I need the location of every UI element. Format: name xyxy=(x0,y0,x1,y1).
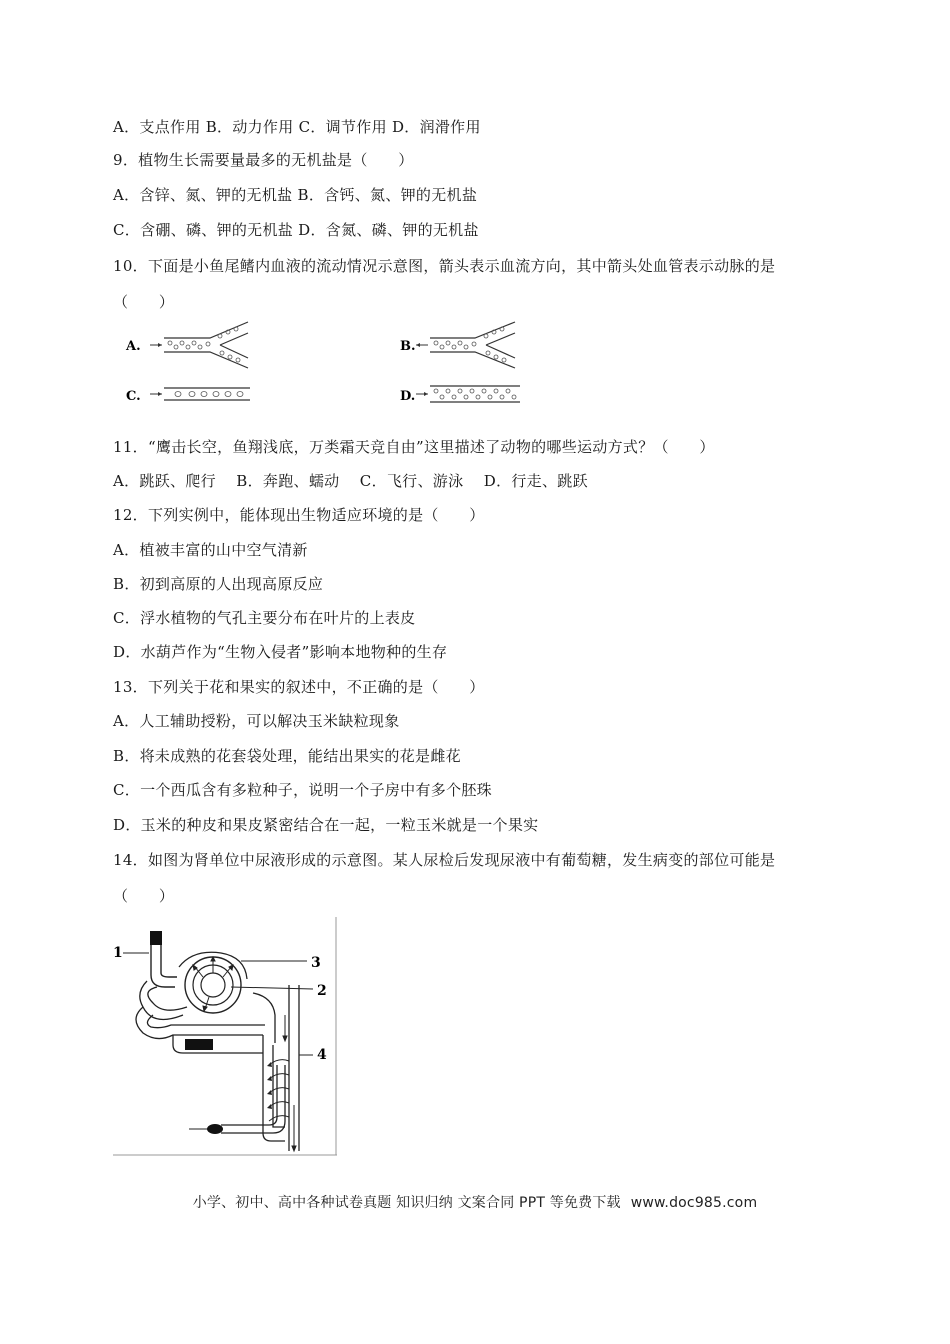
option-b-label: B. xyxy=(400,339,416,354)
nephron-figure xyxy=(113,915,339,1157)
footer-text: 小学、初中、高中各种试卷真题 知识归纳 文案合同 PPT 等免费下载 xyxy=(192,1195,621,1211)
option-c-label: C. xyxy=(126,389,141,404)
q9-options-cd: C．含硼、磷、钾的无机盐 D．含氮、磷、钾的无机盐 xyxy=(113,221,479,239)
label-3: 3 xyxy=(311,955,321,971)
footer-url[interactable]: www.doc985.com xyxy=(630,1195,758,1211)
label-1: 1 xyxy=(113,945,123,961)
option-a-label: A. xyxy=(126,339,141,354)
q13-option-b: B．将未成熟的花套袋处理，能结出果实的花是雌花 xyxy=(113,747,461,765)
q14-stem: 14．如图为肾单位中尿液形成的示意图。某人尿检后发现尿液中有葡萄糖，发生病变的部位可能是 xyxy=(113,851,776,869)
option-d-label: D. xyxy=(400,389,416,404)
q10-stem-paren: （ ） xyxy=(113,293,175,311)
q13-option-a: A．人工辅助授粉，可以解决玉米缺粒现象 xyxy=(113,712,400,730)
q12-option-d: D．水葫芦作为“生物入侵者”影响本地物种的生存 xyxy=(113,643,448,661)
q11-stem: 11．“鹰击长空，鱼翔浅底，万类霜天竞自由”这里描述了动物的哪些运动方式？（ ） xyxy=(113,438,715,456)
q9-stem: 9．植物生长需要量最多的无机盐是（ ） xyxy=(113,151,414,169)
q9-options-ab: A．含锌、氮、钾的无机盐 B．含钙、氮、钾的无机盐 xyxy=(113,186,478,204)
fish-blood-flow-figure xyxy=(120,318,540,410)
label-4: 4 xyxy=(317,1047,327,1063)
page-footer xyxy=(0,1192,950,1212)
q13-option-d: D．玉米的种皮和果皮紧密结合在一起，一粒玉米就是一个果实 xyxy=(113,816,539,834)
q13-option-c: C．一个西瓜含有多粒种子，说明一个子房中有多个胚珠 xyxy=(113,781,492,799)
q14-stem-paren: （ ） xyxy=(113,887,175,905)
q12-option-a: A．植被丰富的山中空气清新 xyxy=(113,541,308,559)
q10-stem: 10．下面是小鱼尾鳍内血液的流动情况示意图，箭头表示血流方向，其中箭头处血管表示动脉的是 xyxy=(113,257,776,275)
q12-option-c: C．浮水植物的气孔主要分布在叶片的上表皮 xyxy=(113,609,416,627)
q11-options: A．跳跃、爬行 B．奔跑、蠕动 C．飞行、游泳 D．行走、跳跃 xyxy=(113,472,588,490)
q13-stem: 13．下列关于花和果实的叙述中，不正确的是（ ） xyxy=(113,678,485,696)
q8-options: A．支点作用 B．动力作用 C．调节作用 D．润滑作用 xyxy=(113,118,481,136)
label-2: 2 xyxy=(317,983,327,999)
q12-option-b: B．初到高原的人出现高原反应 xyxy=(113,575,324,593)
q12-stem: 12．下列实例中，能体现出生物适应环境的是（ ） xyxy=(113,506,485,524)
